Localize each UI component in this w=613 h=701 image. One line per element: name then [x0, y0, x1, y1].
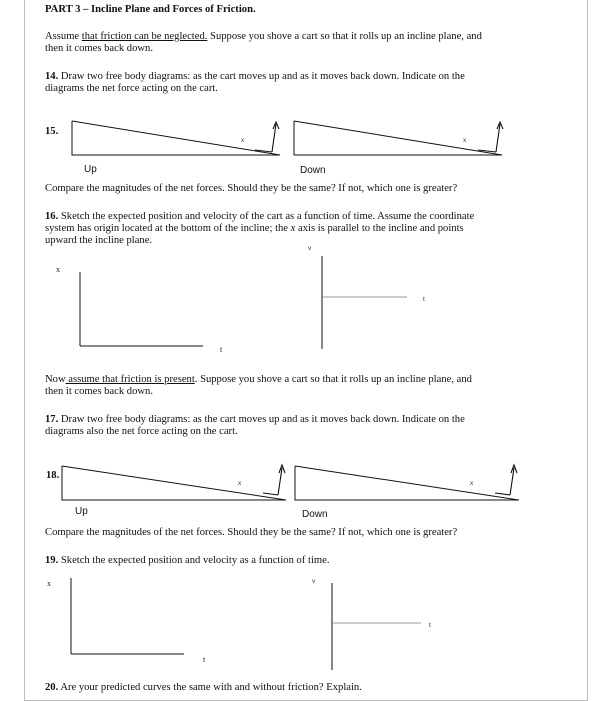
time-axis-label: t — [429, 622, 431, 629]
intro-rest: . Suppose you shove a cart so that it rolls up an incline plane, and — [194, 374, 472, 385]
q16-line2-a: system has origin located at the bottom of the incline; the — [45, 223, 291, 234]
intro-line2: then it comes back down. — [45, 43, 153, 54]
q19-number: 19. — [45, 555, 59, 566]
q16-line2-x: x — [290, 223, 296, 234]
fbd-x-label: x — [238, 480, 242, 487]
q20-text: Are your predicted curves the same with and without friction? Explain. — [58, 682, 362, 693]
part-title: PART 3 – Incline Plane and Forces of Friction. — [45, 4, 256, 15]
time-axis-label: t — [423, 296, 425, 303]
q15-number: 15. — [45, 126, 59, 137]
compare-question-2: Compare the magnitudes of the net forces. Should they be the same? If not, which one is greater? — [45, 527, 458, 538]
intro-prefix: Assume — [45, 31, 82, 42]
q16-text: Sketch the expected position and velocity of the cart as a function of time. Assume the coordinate — [58, 211, 475, 222]
q14-line2: diagrams the net force acting on the cart. — [45, 83, 218, 94]
velocity-time-axes-19 — [312, 578, 431, 670]
q16-line2-b: axis is parallel to the incline and points — [295, 223, 464, 234]
vel-axis-label: v — [308, 245, 312, 252]
q17-text: Draw two free body diagrams: as the cart moves up and as it moves back down. Indicate on the — [58, 414, 465, 425]
position-time-axes-19 — [47, 578, 206, 664]
q14-number: 14. — [45, 71, 59, 82]
fig15-label-down: Down — [300, 165, 326, 176]
intro-rest: Suppose you shove a cart so that it rolls up an incline plane, and — [207, 31, 482, 42]
intro-friction-line2: then it comes back down. — [45, 386, 153, 397]
q14-text: Draw two free body diagrams: as the cart moves up and as it moves back down. Indicate on the — [58, 71, 465, 82]
intro-underlined: that friction can be neglected. — [81, 31, 208, 42]
intro-underlined: assume that friction is present — [65, 374, 195, 385]
vel-axis-label: v — [312, 578, 316, 585]
compare-question-1: Compare the magnitudes of the net forces. Should they be the same? If not, which one is greater? — [45, 183, 458, 194]
fbd-x-label: x — [470, 480, 474, 487]
q19-text: Sketch the expected position and velocity as a function of time. — [58, 555, 330, 566]
pos-axis-label: x — [47, 579, 51, 588]
intro-prefix: Now — [45, 374, 66, 385]
q17-number: 17. — [45, 414, 59, 425]
fig15-label-up: Up — [84, 164, 97, 175]
q16-number: 16. — [45, 211, 59, 222]
pos-axis-label: x — [56, 265, 60, 274]
q18-number: 18. — [46, 470, 60, 481]
fig18-label-up: Up — [75, 506, 88, 517]
time-axis-label: t — [220, 345, 223, 354]
time-axis-label: t — [203, 655, 206, 664]
fbd-x-label: x — [241, 137, 245, 144]
q20-number: 20. — [45, 682, 59, 693]
q17-line2: diagrams also the net force acting on the cart. — [45, 426, 238, 437]
question-20 — [45, 682, 362, 695]
q16-line3: upward the incline plane. — [45, 235, 153, 246]
fig18-label-down: Down — [302, 509, 328, 520]
fbd-x-label: x — [463, 137, 467, 144]
